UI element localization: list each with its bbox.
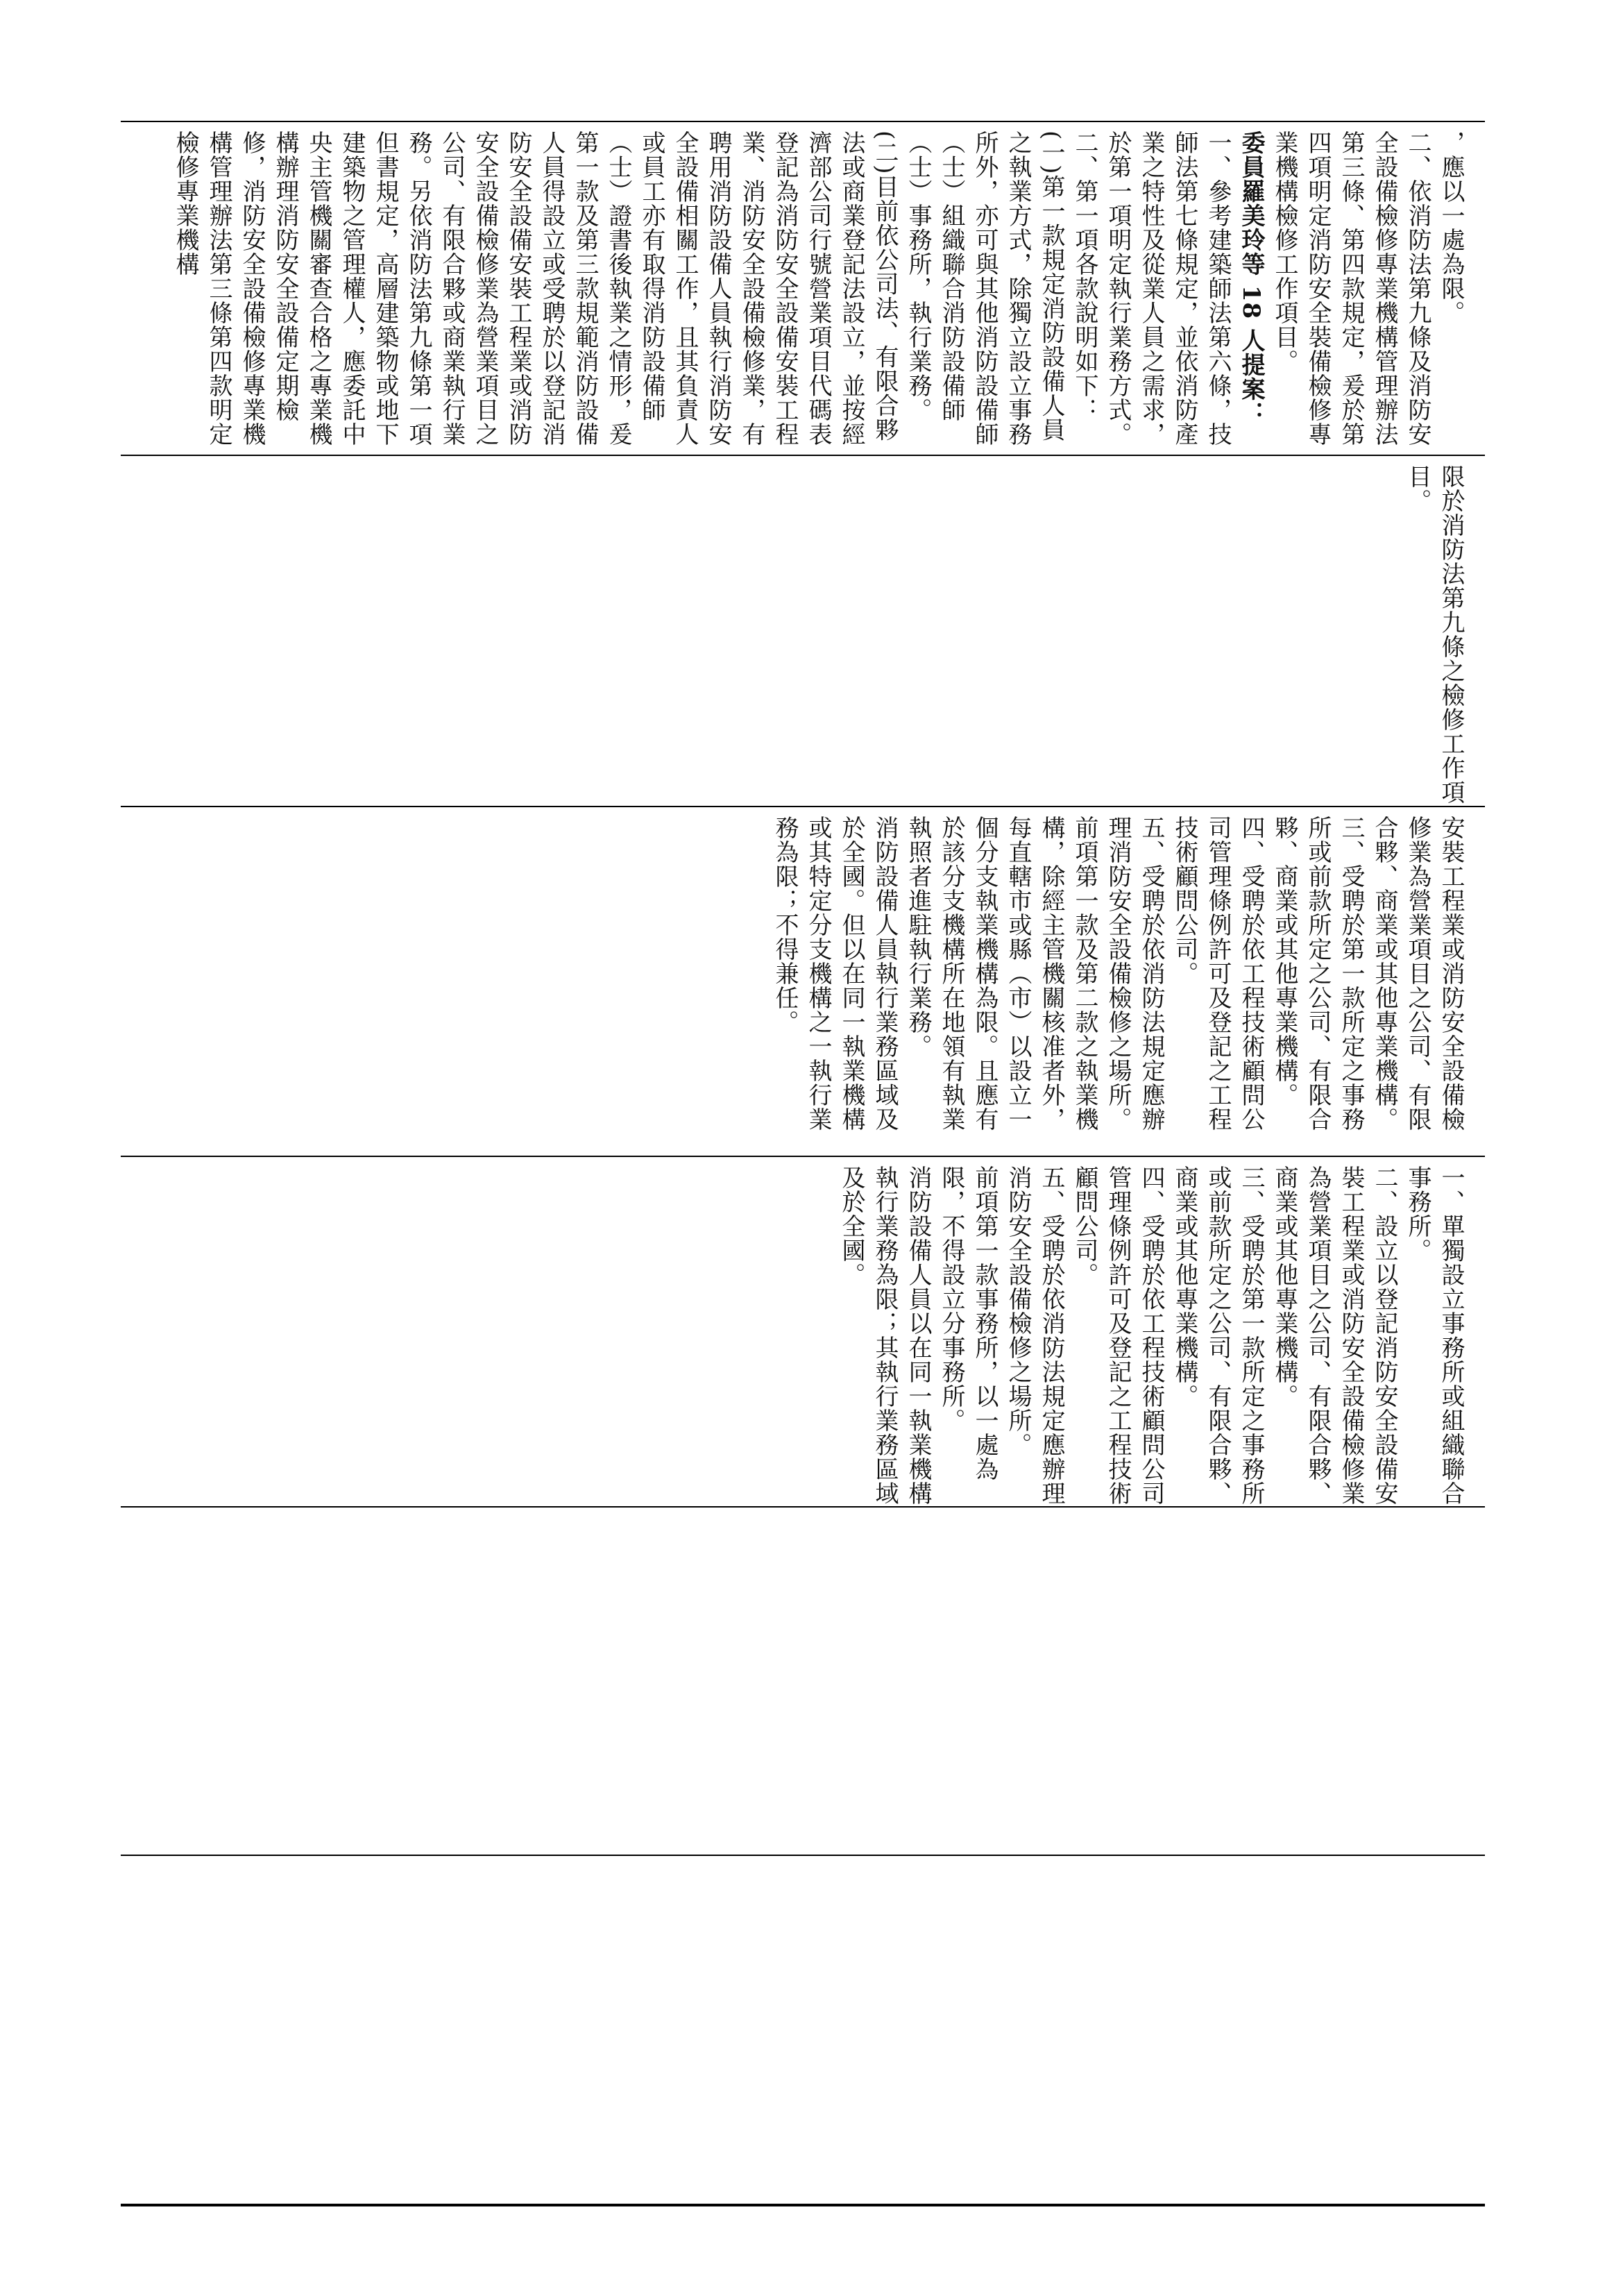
paragraph: 消防設備人員執行業務區域及於全國。但以在同一執業機構或其特定分支機構之一執行業務為限；不得兼任。 — [771, 816, 899, 1131]
paragraph: ，應以一處為限。 — [1437, 130, 1465, 325]
paragraph: 限於消防法第九條之檢修工作項目。 — [1404, 464, 1465, 804]
column-proposal — [125, 807, 1481, 1155]
column-explanation — [125, 456, 1481, 805]
paragraph: 三、受聘於第一款所定之事務所或前款所定之公司、有限合夥、商業或其他專業機構。 — [1171, 1165, 1265, 1505]
paragraph: 前項第一款事務所，以一處為限，不得設立分事務所。 — [937, 1165, 999, 1481]
column-text — [768, 816, 1468, 1155]
row-divider — [121, 1855, 1485, 1856]
paragraph: 一、單獨設立事務所或組織聯合事務所。 — [1404, 1165, 1465, 1505]
column-empty — [125, 1508, 1481, 1854]
paragraph: 五、受聘於依消防法規定應辦理消防安全設備檢修之場所。 — [1004, 1165, 1065, 1505]
paragraph: (二)目前依公司法、有限合夥法或商業登記法設立，並按經濟部公司行號營業項目代碼表登記為消防安全設備安裝工程業、消防安全設備檢修業，有聘用消防設備人員執行消防安全設備相關工作，且其負責人或員工亦有取得消防設備師（士）證書後執業之情形，爰第一款及第三款規範消防設備人員得設立或受聘於以登記消防安全設備安裝工程業或消防安全設備檢修業為營業項目之公司、有限合夥或商業執行業務。另依消防法第九條第一項但書規定，高層建築物或地下建築物之管理權人，應委託中央主管機關審查合格之專業機構辦理消防安全設備定期檢修，消防安全設備檢修專業機構管理辦法第三條第四款明定檢修專業機構 — [171, 130, 899, 446]
paragraph: 四、受聘於依工程技術顧問公司管理條例許可及登記之工程技術顧問公司。 — [1171, 816, 1265, 1131]
column-text — [169, 130, 1468, 454]
column-original — [125, 1157, 1481, 1505]
column-text — [1401, 464, 1468, 805]
paragraph: 二、設立以登記消防安全設備安裝工程業或消防安全設備檢修業為營業項目之公司、有限合夥、商業或其他專業機構。 — [1271, 1165, 1398, 1505]
paragraph: 二、依消防法第九條及消防安全設備檢修專業機構管理辦法第三條、第四款規定，爰於第四項明定消防安全裝備檢修專業機構檢修工作項目。 — [1271, 130, 1431, 446]
paragraph: 五、受聘於依消防法規定應辦理消防安全設備檢修之場所。 — [1104, 816, 1165, 1131]
paragraph: 二、第一項各款說明如下： — [1071, 130, 1098, 422]
column-text — [835, 1165, 1468, 1505]
paragraph: 四、受聘於依工程技術顧問公司管理條例許可及登記之工程技術顧問公司。 — [1071, 1165, 1165, 1505]
paragraph: 三、受聘於第一款所定之事務所或前款所定之公司、有限合夥、商業或其他專業機構。 — [1271, 816, 1365, 1131]
paragraph: 一、參考建築師法第六條，技師法第七條規定，並依消防產業之特性及從業人員之需求，於第一項明定執行業務方式。 — [1104, 130, 1232, 446]
paragraph: (一)第一款規定消防設備人員之執業方式，除獨立設立事務所外，亦可與其他消防設備師（士）組織聯合消防設備師（士）事務所，執行業務。 — [904, 130, 1065, 446]
paragraph: 消防設備人員以在同一執業機構執行業務為限；其執行業務區域及於全國。 — [838, 1165, 932, 1505]
paragraph: 安裝工程業或消防安全設備檢修業為營業項目之公司、有限合夥、商業或其他專業機構。 — [1370, 816, 1465, 1131]
paragraph: 委員羅美玲等 18 人提案： — [1237, 130, 1265, 425]
paragraph: 前項第一款及第二款之執業機構，除經主管機關核准者外，每直轄市或縣（市）以設立一個分支執業機構為限。且應有於該分支機構所在地領有執業執照者進駐執行業務。 — [904, 816, 1098, 1131]
column-current-draft — [125, 122, 1481, 454]
table-border-bottom — [121, 2204, 1485, 2206]
